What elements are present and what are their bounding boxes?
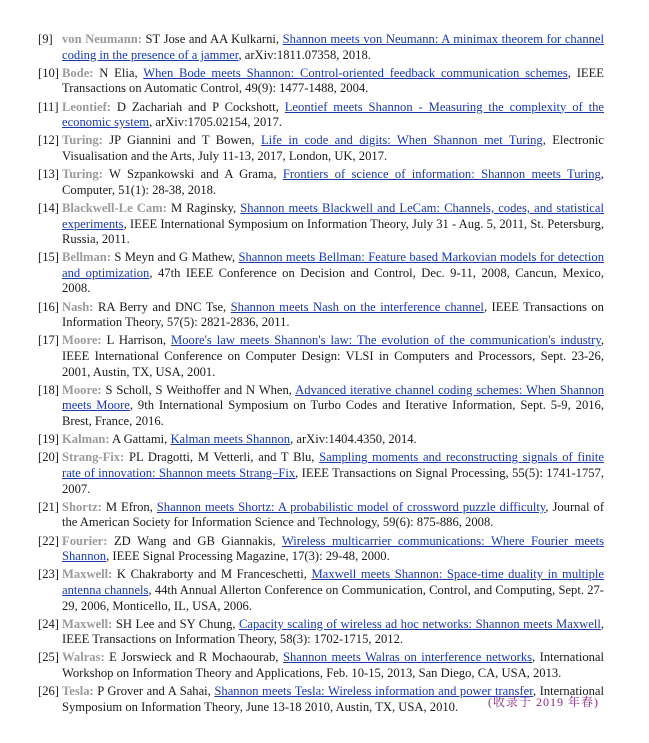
reference-entry <box>38 567 604 614</box>
reference-authors: PL Dragotti, M Vetterli, and T Blu, <box>124 450 320 465</box>
reference-topic-tag: Turing: <box>62 133 103 148</box>
reference-entry <box>38 66 604 97</box>
reference-entry <box>38 333 604 380</box>
reference-body <box>62 383 604 430</box>
reference-topic-tag: Maxwell: <box>62 567 113 582</box>
reference-entry <box>38 167 604 198</box>
reference-body <box>62 432 604 448</box>
reference-title-link[interactable]: Shannon meets Tesla: Wireless information and power transfer <box>214 684 533 699</box>
reference-title-link[interactable]: Shannon meets Walras on interference networks <box>282 650 533 665</box>
reference-entry <box>38 32 604 63</box>
reference-title-link[interactable]: Life in code and digits: When Shannon met Turing <box>260 133 543 148</box>
reference-body <box>62 167 604 198</box>
reference-title-link[interactable]: Moore's law meets Shannon's law: The evolution of the communication's industry <box>171 333 601 348</box>
reference-number: [14] <box>38 200 59 215</box>
reference-venue: , Journal of the American Society for Information Science and Technology, 59(6): 875-886, 2008. <box>62 499 605 530</box>
reference-entry <box>38 100 604 131</box>
reference-number: [11] <box>38 99 59 114</box>
reference-body <box>62 32 604 63</box>
reference-authors: L Harrison, <box>101 333 172 348</box>
reference-entry <box>38 500 604 531</box>
reference-venue: , arXiv:1811.07358, 2018. <box>238 47 371 62</box>
reference-body <box>62 300 604 331</box>
reference-body <box>62 100 604 131</box>
reference-title-link[interactable]: Capacity scaling of wireless ad hoc networks: Shannon meets Maxwell <box>239 616 601 631</box>
reference-venue: , 47th IEEE Conference on Decision and Control, Dec. 9-11, 2008, Cancun, Mexico, 2008. <box>62 265 604 296</box>
reference-entry <box>38 617 604 648</box>
reference-venue: , IEEE International Conference on Computer Design: VLSI in Computers and Processors, Sept. 23-26, 2001, Austin, TX, USA, 2001. <box>62 333 604 379</box>
reference-number: [15] <box>38 250 59 265</box>
reference-number: [10] <box>38 65 59 80</box>
reference-title-link[interactable]: Advanced iterative channel coding schemes: When Shannon meets Moore <box>62 382 604 413</box>
reference-authors: S Meyn and G Mathew, <box>110 250 239 265</box>
reference-number: [26] <box>38 684 59 699</box>
reference-number: [9] <box>38 32 53 46</box>
reference-body <box>62 250 604 297</box>
reference-venue: , Electronic Visualisation and the Arts, July 11-13, 2017, London, UK, 2017. <box>62 133 604 163</box>
reference-authors: P Grover and A Sahai, <box>93 684 215 699</box>
reference-topic-tag: Strang-Fix: <box>62 450 125 465</box>
reference-entry <box>38 133 604 164</box>
reference-topic-tag: Bode: <box>62 65 94 80</box>
reference-entry <box>38 383 604 430</box>
reference-body <box>62 500 604 531</box>
reference-number: [13] <box>38 167 59 182</box>
reference-entry <box>38 534 604 565</box>
reference-body <box>62 133 604 164</box>
reference-topic-tag: Maxwell: <box>62 616 113 631</box>
reference-venue: , Computer, 51(1): 28-38, 2018. <box>62 167 604 197</box>
reference-topic-tag: Shortz: <box>62 499 102 514</box>
reference-authors: N Elia, <box>93 65 144 80</box>
reference-topic-tag: Bellman: <box>62 250 111 265</box>
reference-venue: , IEEE Transactions on Information Theory, 57(5): 2821-2836, 2011. <box>62 299 604 330</box>
reference-number: [23] <box>38 567 59 582</box>
reference-body <box>62 450 604 497</box>
reference-venue: , arXiv:1705.02154, 2017. <box>149 115 283 130</box>
reference-venue: , 9th International Symposium on Turbo Codes and Iterative Information, Sept. 5-9, 2016, Brest, France, 2016. <box>62 398 604 428</box>
reference-topic-tag: Turing: <box>62 167 103 182</box>
reference-authors: E Jorswieck and R Mochaourab, <box>104 650 283 665</box>
reference-authors: D Zachariah and P Cockshott, <box>110 99 285 114</box>
reference-title-link[interactable]: Shannon meets Bellman: Feature based Markovian models for detection and optimization <box>62 250 604 280</box>
reference-venue: , IEEE Signal Processing Magazine, 17(3): 29-48, 2000. <box>106 549 390 564</box>
reference-entry <box>38 201 604 248</box>
reference-body <box>62 650 604 681</box>
reference-body <box>62 617 604 648</box>
reference-authors: S Scholl, S Weithoffer and N When, <box>101 382 296 397</box>
reference-body <box>62 534 604 565</box>
reference-number: [16] <box>38 299 59 314</box>
reference-number: [17] <box>38 333 59 348</box>
reference-entry <box>38 650 604 681</box>
reference-title-link[interactable]: Shannon meets von Neumann: A minimax theorem for channel coding in the presence of a jammer <box>62 32 604 62</box>
reference-number: [18] <box>38 382 59 397</box>
collection-note: (收录于 2019 年春) <box>488 695 599 709</box>
reference-title-link[interactable]: Sampling moments and reconstructing signals of finite rate of innovation: Shannon meets Strang–Fix <box>62 450 604 480</box>
reference-list <box>38 32 604 718</box>
reference-topic-tag: Leontief: <box>62 99 111 114</box>
reference-authors: ST Jose and AA Kulkarni, <box>141 32 283 46</box>
reference-body <box>62 333 604 380</box>
reference-topic-tag: Blackwell-Le Cam: <box>62 200 167 215</box>
reference-entry <box>38 450 604 497</box>
reference-body <box>62 567 604 614</box>
reference-venue: , IEEE International Symposium on Information Theory, July 31 - Aug. 5, 2011, St. Petersburg, Russia, 2011. <box>62 216 604 247</box>
reference-venue: , IEEE Transactions on Information Theory, 58(3): 1702-1715, 2012. <box>62 616 604 647</box>
reference-entry <box>38 250 604 297</box>
reference-topic-tag: Moore: <box>62 333 102 348</box>
reference-title-link[interactable]: Shannon meets Shortz: A probabilistic model of crossword puzzle difficulty <box>156 499 546 514</box>
reference-topic-tag: Nash: <box>62 299 94 314</box>
reference-body <box>62 201 604 248</box>
reference-number: [21] <box>38 499 59 514</box>
reference-venue: , IEEE Transactions on Signal Processing, 55(5): 1741-1757, 2007. <box>62 465 604 496</box>
reference-authors: ZD Wang and GB Giannakis, <box>107 533 282 548</box>
reference-number: [22] <box>38 533 59 548</box>
reference-topic-tag: Tesla: <box>62 684 94 699</box>
reference-topic-tag: von Neumann: <box>62 32 142 46</box>
reference-topic-tag: Kalman: <box>62 432 110 447</box>
reference-title-link[interactable]: Shannon meets Nash on the interference channel <box>230 299 484 314</box>
reference-title-link[interactable]: Frontiers of science of information: Shannon meets Turing <box>282 167 601 182</box>
reference-topic-tag: Fourier: <box>62 533 108 548</box>
reference-entry <box>38 300 604 331</box>
reference-title-link[interactable]: When Bode meets Shannon: Control-oriented feedback communication schemes <box>143 65 568 80</box>
reference-title-link[interactable]: Maxwell meets Shannon: Space-time duality in multiple antenna channels <box>62 567 604 597</box>
reference-number: [24] <box>38 616 59 631</box>
reference-authors: RA Berry and DNC Tse, <box>93 299 231 314</box>
reference-authors: A Gattami, <box>109 432 171 447</box>
reference-title-link[interactable]: Kalman meets Shannon <box>170 432 291 447</box>
reference-authors: M Raginsky, <box>166 200 241 215</box>
reference-authors: K Chakraborty and M Franceschetti, <box>112 567 312 582</box>
reference-authors: M Efron, <box>101 499 157 514</box>
reference-authors: JP Giannini and T Bowen, <box>102 133 261 148</box>
reference-number: [19] <box>38 432 59 447</box>
reference-entry <box>38 432 604 448</box>
reference-venue: , 44th Annual Allerton Conference on Communication, Control, and Computing, Sept. 27-29, 2006, Monticello, IL, USA, 2006. <box>62 582 604 613</box>
reference-number: [25] <box>38 650 59 665</box>
reference-venue: , International Workshop on Information Theory and Applications, Feb. 10-15, 2013, San Diego, CA, USA, 2013. <box>62 650 605 681</box>
reference-number: [20] <box>38 450 59 465</box>
reference-number: [12] <box>38 133 59 148</box>
reference-title-link[interactable]: Wireless multicarrier communications: Where Fourier meets Shannon <box>62 533 604 564</box>
reference-venue: , International Symposium on Information Theory, June 13-18 2010, Austin, TX, USA, 2010. <box>62 684 604 714</box>
reference-title-link[interactable]: Leontief meets Shannon - Measuring the complexity of the economic system <box>62 99 604 130</box>
reference-venue: , IEEE Transactions on Automatic Control, 49(9): 1477-1488, 2004. <box>62 65 604 96</box>
reference-topic-tag: Walras: <box>62 650 105 665</box>
reference-authors: SH Lee and SY Chung, <box>112 616 239 631</box>
reference-authors: W Szpankowski and A Grama, <box>102 167 283 182</box>
reference-body <box>62 66 604 97</box>
reference-venue: , arXiv:1404.4350, 2014. <box>290 432 417 447</box>
reference-title-link[interactable]: Shannon meets Blackwell and LeCam: Channels, codes, and statistical experiments <box>62 200 604 231</box>
reference-topic-tag: Moore: <box>62 382 102 397</box>
